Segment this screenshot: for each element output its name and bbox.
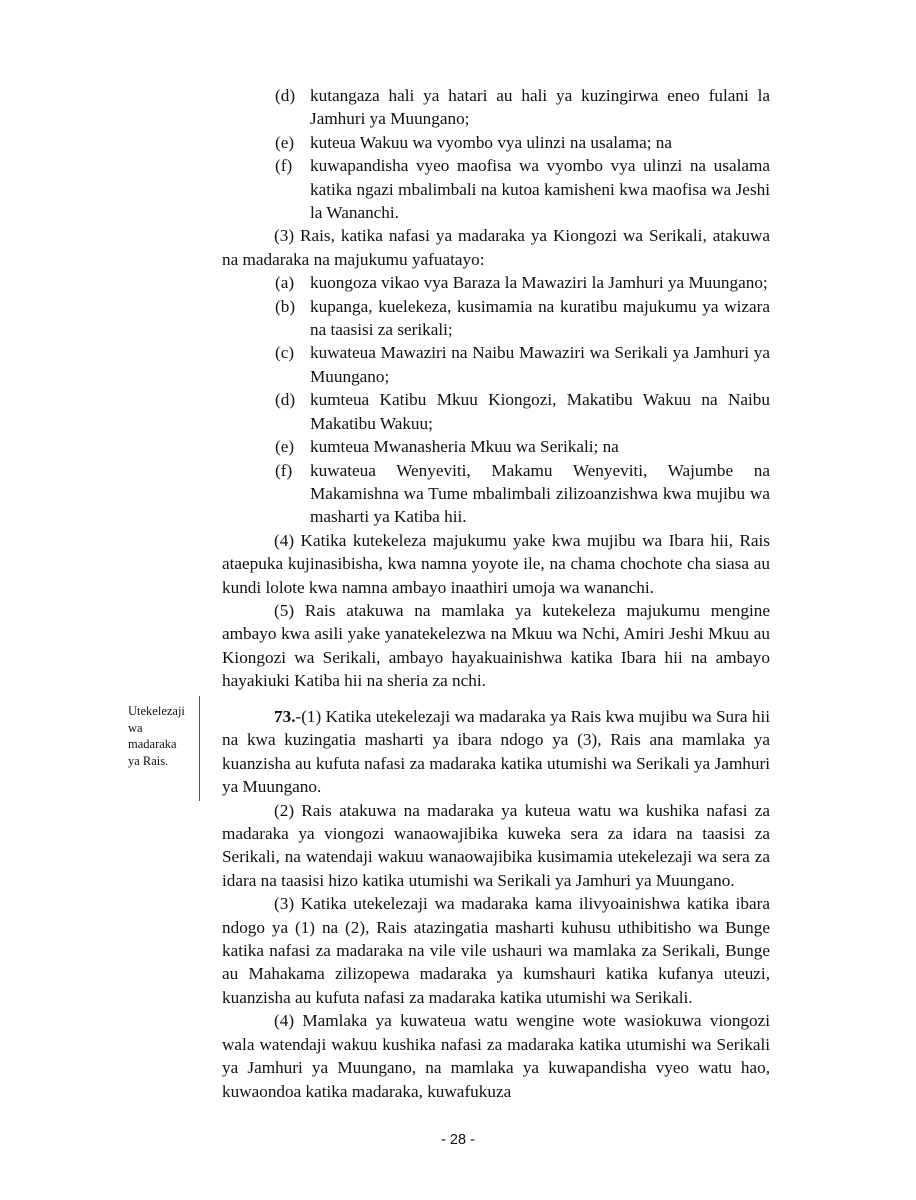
list-item-text: kuwateua Mawaziri na Naibu Mawaziri wa Serikali ya Jamhuri ya Muungano; (310, 343, 770, 386)
list-item (222, 154, 770, 224)
list-item-text: kuongoza vikao vya Baraza la Mawaziri la Jamhuri ya Muungano; (310, 273, 768, 293)
list-item (222, 459, 770, 529)
margin-note-line: wa (128, 720, 143, 735)
list-item (222, 271, 770, 294)
section-73-paragraph-3: (3) Katika utekelezaji wa madaraka kama ilivyoainishwa katika ibara ndogo ya (1) na (2), Rais atazingatia masharti kuhusu uthibitisho wa Bunge katika nafasi za madaraka na vile vile ushauri wa mamlaka za Serikali, Bunge au Mahakama zilizopewa madaraka ya kumshauri katika kufanya uteuzi, kuanzisha au kufuta nafasi za madaraka katika utumishi wa Serikali. (222, 894, 770, 1007)
list-item-text: kuteua Wakuu wa vyombo vya ulinzi na usalama; na (310, 132, 673, 152)
paragraph-4: (4) Katika kutekeleza majukumu yake kwa mujibu wa Ibara hii, Rais ataepuka kujinasibisha, kwa namna yoyote ile, na chama chochote cha siasa au kundi lolote kwa namna ambayo inaathiri umoja wa wananchi. (222, 530, 770, 597)
margin-note-line: Utekelezaji (128, 704, 185, 718)
top-text-block (222, 84, 770, 693)
list-item (222, 388, 770, 435)
list-item (222, 84, 770, 131)
section-73-paragraph-1-text: -(1) Katika utekelezaji wa madaraka ya Rais kwa mujibu wa Sura hii na kwa kuzingatia masharti ya ibara ndogo ya (3), Rais ana mamlaka ya kuanzisha au kufuta nafasi za madaraka katika utumishi wa Serikali ya Jamhuri ya Muungano. (222, 707, 770, 797)
list-item-text: kumteua Katibu Mkuu Kiongozi, Makatibu Wakuu na Naibu Makatibu Wakuu; (310, 390, 770, 433)
list-marker: (d) (275, 86, 296, 105)
list-item-text: kumteua Mwanasheria Mkuu wa Serikali; na (310, 437, 619, 457)
list-marker: (e) (275, 132, 295, 152)
list-item (222, 295, 770, 342)
list-marker: (b) (275, 296, 296, 316)
list-marker: (d) (275, 390, 296, 410)
list-marker: (f) (275, 156, 293, 176)
list-item-text: kupanga, kuelekeza, kusimamia na kuratibu majukumu ya wizara na taasisi za serikali; (310, 296, 770, 340)
list-item (222, 131, 770, 154)
list-marker: (a) (275, 273, 295, 293)
section-73-paragraph-1 (222, 705, 770, 799)
list-item (222, 341, 770, 388)
margin-note (128, 703, 208, 769)
section-73-paragraph-2: (2) Rais atakuwa na madaraka ya kuteua watu wa kushika nafasi za madaraka ya viongozi wanaowajibika kuweka sera za idara na taasisi za Serikali, na watendaji wakuu wanaowajibika kusimamia utekelezaji wa sera za idara na taasisi hizo katika utumishi wa Serikali ya Jamhuri ya Muungano. (222, 800, 770, 890)
paragraph-3: (3) Rais, katika nafasi ya madaraka ya Kiongozi wa Serikali, atakuwa na madaraka na majukumu yafuatayo: (222, 226, 770, 269)
section-73-block (222, 705, 770, 1103)
list-marker: (f) (275, 460, 293, 480)
margin-note-line: ya Rais. (128, 753, 169, 768)
page-number: - 28 - (441, 1132, 475, 1148)
list-marker: (e) (275, 437, 295, 457)
list-item (222, 435, 770, 458)
list-item-text: kuwateua Wenyeviti, Makamu Wenyeviti, Wajumbe na Makamishna wa Tume mbalimbali zilizoanzishwa kwa mujibu wa masharti ya Katiba hii. (310, 460, 770, 527)
list-item-text: kuwapandisha vyeo maofisa wa vyombo vya ulinzi na usalama katika ngazi mbalimbali na kutoa kamisheni kwa maofisa wa Jeshi la Wananchi. (310, 156, 770, 223)
paragraph-5: (5) Rais atakuwa na mamlaka ya kutekeleza majukumu mengine ambayo kwa asili yake yanatekelezwa na Mkuu wa Nchi, Amiri Jeshi Mkuu au Kiongozi wa Serikali, ambayo hayakuainishwa katika Ibara hii na ambayo hayakiuki Katiba hii na sheria za nchi. (222, 600, 770, 691)
list-item-text: kutangaza hali ya hatari au hali ya kuzingirwa eneo fulani la Jamhuri ya Muungano; (310, 86, 770, 129)
section-73-paragraph-4: (4) Mamlaka ya kuwateua watu wengine wote wasiokuwa viongozi wala watendaji wakuu kushika nafasi za madaraka katika utumishi wa Serikali ya Jamhuri ya Muungano, na mamlaka ya kuwapandisha vyeo watu hao, kuwaondoa katika madaraka, kuwafukuza (222, 1011, 770, 1101)
section-number: 73. (274, 707, 296, 726)
margin-note-line: madaraka (128, 737, 177, 751)
list-marker: (c) (275, 343, 295, 363)
